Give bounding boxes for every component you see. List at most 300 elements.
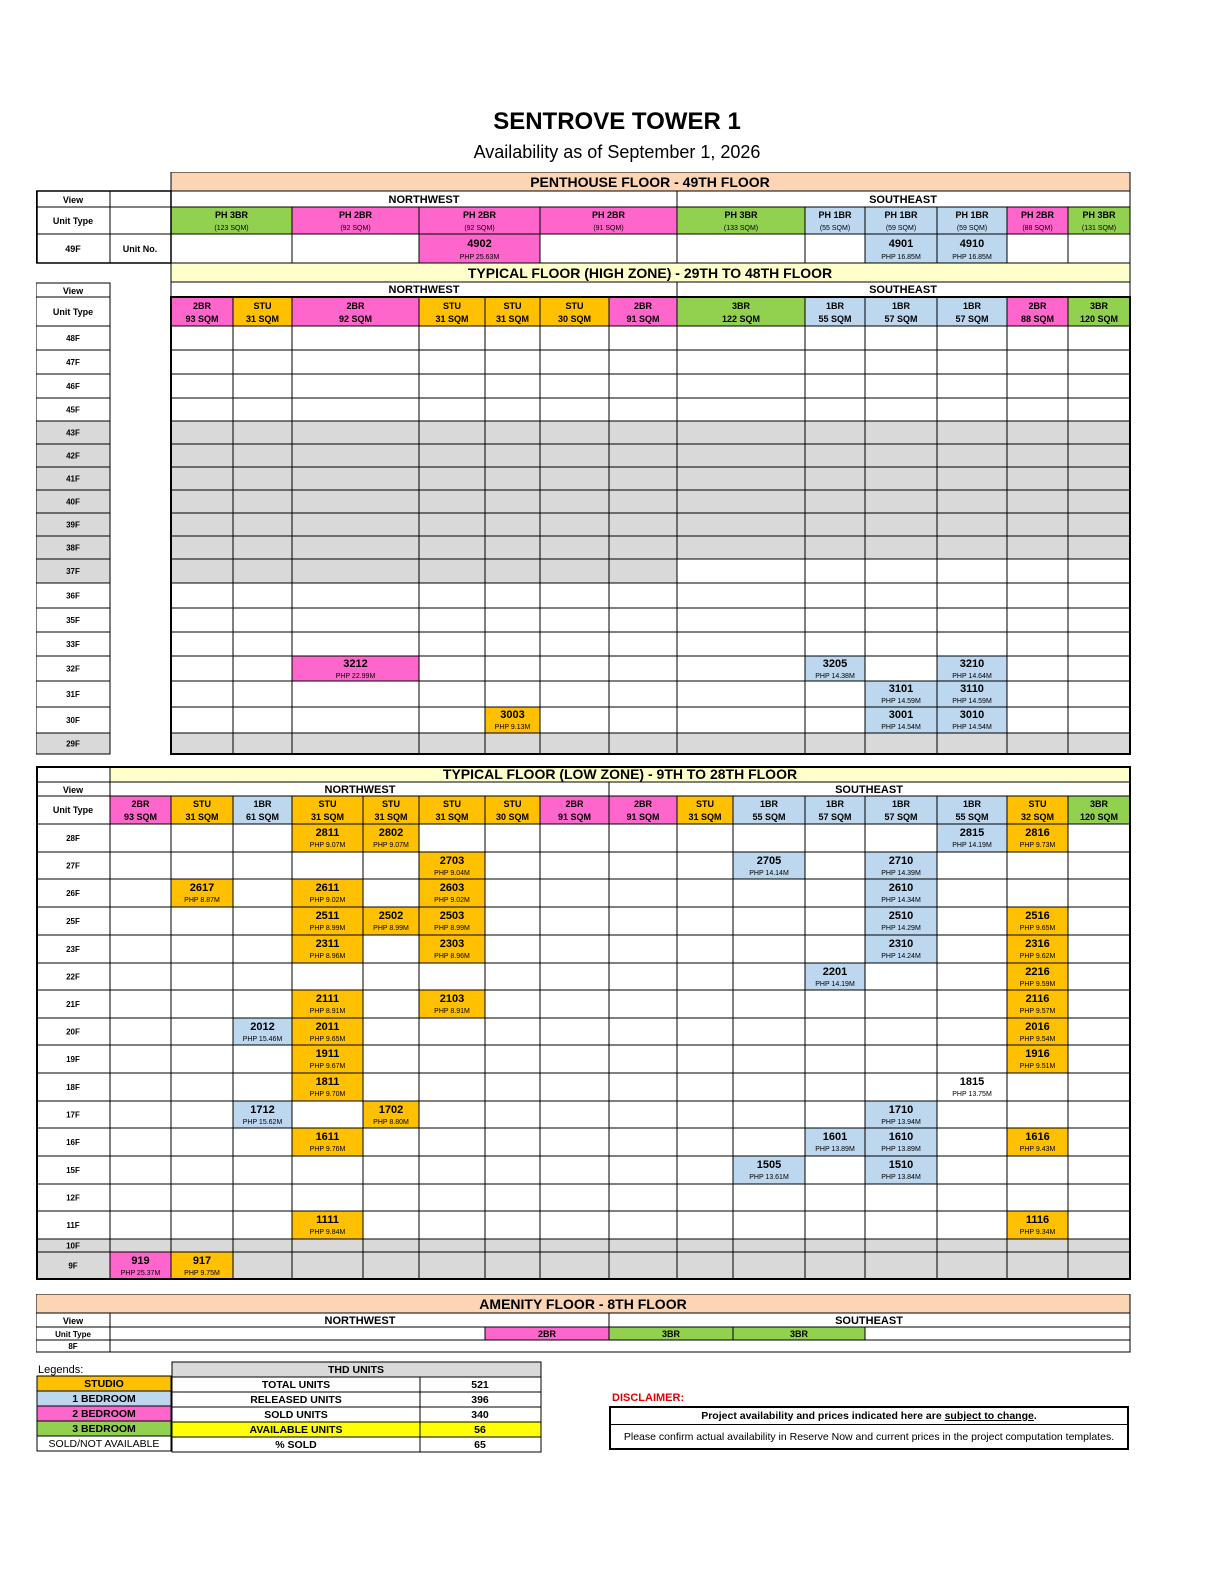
amenity-header-text: AMENITY FLOOR - 8TH FLOOR bbox=[479, 1296, 687, 1312]
unit-type-name: STU bbox=[565, 301, 584, 311]
unit-cell bbox=[233, 467, 292, 490]
unit-cell bbox=[485, 490, 540, 513]
unit-cell bbox=[485, 990, 540, 1018]
unit-cell bbox=[171, 852, 233, 879]
unit-cell bbox=[609, 632, 677, 656]
unit-cell bbox=[171, 608, 233, 632]
unit-number: 917 bbox=[192, 1255, 212, 1267]
unit-cell bbox=[937, 559, 1007, 583]
unit-cell bbox=[171, 656, 233, 681]
unit-cell bbox=[865, 1073, 937, 1101]
unit-type-name: STU bbox=[253, 301, 272, 311]
unit-cell bbox=[419, 421, 485, 444]
floor-label: 35F bbox=[66, 616, 80, 625]
unit-type-size: 92 SQM bbox=[338, 314, 373, 324]
unit-number: 2111 bbox=[315, 993, 340, 1005]
unit-cell bbox=[937, 1184, 1007, 1211]
unit-cell bbox=[609, 656, 677, 681]
unit-cell bbox=[540, 1156, 609, 1184]
unit-type-size: 122 SQM bbox=[721, 314, 761, 324]
unit-number: 2311 bbox=[315, 938, 340, 950]
unit-cell bbox=[233, 1184, 292, 1211]
floor-label: 28F bbox=[66, 834, 80, 843]
unit-type-name: 2BR bbox=[192, 301, 212, 311]
unit-cell bbox=[1068, 632, 1130, 656]
unit-cell bbox=[937, 907, 1007, 935]
unit-cell bbox=[1068, 513, 1130, 536]
unit-cell bbox=[937, 852, 1007, 879]
unit-cell bbox=[233, 398, 292, 421]
unit-cell bbox=[865, 733, 937, 754]
penthouse-table bbox=[36, 172, 1132, 264]
unit-cell bbox=[609, 1184, 677, 1211]
unit-cell bbox=[233, 935, 292, 963]
unit-number: 2705 bbox=[756, 855, 782, 867]
stats-label: % SOLD bbox=[275, 1439, 317, 1451]
southeast-label: SOUTHEAST bbox=[835, 1315, 903, 1327]
unit-cell bbox=[292, 608, 419, 632]
stats-value: 521 bbox=[471, 1379, 489, 1391]
stats-header-text: THD UNITS bbox=[328, 1364, 384, 1376]
unit-price: PHP 9.57M bbox=[1019, 1008, 1056, 1015]
unit-number: 1712 bbox=[250, 1104, 275, 1116]
unit-cell bbox=[419, 1101, 485, 1128]
floor-label: 33F bbox=[66, 640, 80, 649]
unit-cell bbox=[419, 1184, 485, 1211]
unit-number: 1911 bbox=[315, 1048, 340, 1060]
unit-cell bbox=[677, 536, 805, 559]
floor-label: 15F bbox=[66, 1166, 80, 1175]
unit-cell bbox=[609, 1018, 677, 1045]
stats-label: RELEASED UNITS bbox=[250, 1394, 342, 1406]
unit-cell bbox=[292, 1184, 363, 1211]
unit-number: 919 bbox=[131, 1255, 150, 1267]
unit-type-name: STU bbox=[503, 301, 522, 311]
unit-cell bbox=[540, 1252, 609, 1279]
unit-cell bbox=[805, 398, 865, 421]
unit-cell bbox=[677, 398, 805, 421]
floor-label: 23F bbox=[66, 945, 80, 954]
unit-cell bbox=[733, 1073, 805, 1101]
floor-label: 30F bbox=[66, 716, 80, 725]
view-label: View bbox=[62, 785, 84, 795]
unit-number: 2811 bbox=[315, 827, 340, 839]
unit-cell bbox=[485, 963, 540, 990]
unit-cell bbox=[937, 444, 1007, 467]
unit-type-label: Unit Type bbox=[52, 307, 94, 317]
unit-cell bbox=[937, 374, 1007, 398]
unit-cell bbox=[865, 467, 937, 490]
unit-cell bbox=[540, 583, 609, 608]
unit-type-size: 93 SQM bbox=[123, 812, 158, 822]
unit-cell bbox=[171, 990, 233, 1018]
unit-cell bbox=[1068, 963, 1130, 990]
unit-cell bbox=[292, 707, 419, 733]
unit-cell bbox=[733, 935, 805, 963]
unit-cell bbox=[677, 1128, 733, 1156]
disclaimer-box bbox=[609, 1406, 1129, 1450]
unit-cell bbox=[540, 1211, 609, 1239]
unit-type-size: 55 SQM bbox=[818, 314, 852, 324]
floor-label: 40F bbox=[66, 497, 80, 507]
unit-cell bbox=[485, 1128, 540, 1156]
unit-cell bbox=[1007, 1252, 1068, 1279]
unit-cell bbox=[540, 559, 609, 583]
unit-type-name: 3BR bbox=[731, 301, 751, 311]
disclaimer-line-2: Please confirm actual availability in Reserve Now and current prices in the project computation templates. bbox=[623, 1431, 1115, 1443]
unit-cell bbox=[805, 583, 865, 608]
unit-cell bbox=[937, 583, 1007, 608]
unit-number: 3210 bbox=[959, 658, 985, 670]
unit-cell bbox=[733, 824, 805, 852]
unit-cell bbox=[233, 632, 292, 656]
unit-type-name: 2BR bbox=[131, 799, 150, 809]
unit-cell bbox=[677, 681, 805, 707]
unit-cell bbox=[609, 583, 677, 608]
penthouse-header-text: PENTHOUSE FLOOR - 49TH FLOOR bbox=[530, 174, 770, 190]
unit-number: 3001 bbox=[888, 709, 914, 721]
unit-cell bbox=[485, 907, 540, 935]
floor-label: 45F bbox=[66, 405, 80, 415]
unit-cell bbox=[805, 907, 865, 935]
unit-cell bbox=[233, 963, 292, 990]
unit-cell bbox=[1007, 608, 1068, 632]
unit-cell bbox=[1007, 1101, 1068, 1128]
unit-cell bbox=[485, 1018, 540, 1045]
unit-cell bbox=[110, 1184, 171, 1211]
floor-label: 43F bbox=[66, 428, 80, 438]
unit-cell bbox=[1068, 234, 1130, 263]
unit-price: PHP 9.51M bbox=[1019, 1063, 1056, 1070]
amenity-table bbox=[36, 1294, 1132, 1354]
unit-cell bbox=[233, 907, 292, 935]
unit-type-name: PH 2BR bbox=[591, 210, 626, 220]
unit-cell bbox=[865, 824, 937, 852]
unit-type-size: 93 SQM bbox=[185, 314, 219, 324]
unit-cell bbox=[937, 608, 1007, 632]
unit-cell bbox=[110, 1156, 171, 1184]
unit-price: PHP 9.65M bbox=[309, 1036, 346, 1043]
unit-cell bbox=[805, 608, 865, 632]
unit-cell bbox=[937, 467, 1007, 490]
unit-price: PHP 16.85M bbox=[952, 254, 992, 261]
unit-cell bbox=[110, 1211, 171, 1239]
unit-type-name: PH 2BR bbox=[462, 210, 497, 220]
unit-number: 1916 bbox=[1025, 1048, 1050, 1060]
unit-price: PHP 9.67M bbox=[309, 1063, 346, 1070]
unit-cell bbox=[419, 656, 485, 681]
unit-cell bbox=[419, 1045, 485, 1073]
unit-number: 2802 bbox=[378, 827, 404, 839]
unit-price: PHP 14.39M bbox=[881, 870, 921, 877]
unit-cell bbox=[865, 513, 937, 536]
unit-cell bbox=[1007, 852, 1068, 879]
unit-cell bbox=[733, 1239, 805, 1252]
unit-type-name: 2BR bbox=[1028, 301, 1047, 311]
unit-cell bbox=[485, 559, 540, 583]
stats-value: 340 bbox=[471, 1409, 489, 1421]
unit-cell bbox=[363, 1184, 419, 1211]
unit-price: PHP 22.99M bbox=[335, 673, 376, 680]
unit-price: PHP 13.94M bbox=[881, 1119, 921, 1126]
unit-cell bbox=[609, 513, 677, 536]
unit-cell bbox=[171, 559, 233, 583]
unit-cell bbox=[540, 350, 609, 374]
unit-type-size: 31 SQM bbox=[245, 314, 280, 324]
unit-price: PHP 14.64M bbox=[952, 673, 992, 680]
unit-cell bbox=[363, 1018, 419, 1045]
unit-price: PHP 8.91M bbox=[434, 1008, 470, 1015]
unit-cell bbox=[540, 536, 609, 559]
unit-cell bbox=[677, 935, 733, 963]
unit-cell bbox=[171, 632, 233, 656]
unit-cell bbox=[677, 1045, 733, 1073]
unit-type-name: STU bbox=[193, 799, 211, 809]
unit-cell bbox=[233, 326, 292, 350]
unit-price: PHP 8.99M bbox=[309, 925, 346, 932]
unit-price: PHP 9.59M bbox=[1019, 981, 1056, 988]
unit-cell bbox=[937, 1045, 1007, 1073]
unit-cell bbox=[171, 421, 233, 444]
unit-cell bbox=[733, 1128, 805, 1156]
unit-cell bbox=[540, 234, 677, 263]
unit-cell bbox=[363, 990, 419, 1018]
unit-cell bbox=[540, 1184, 609, 1211]
unit-cell bbox=[1068, 656, 1130, 681]
legend-item-label: 2 BEDROOM bbox=[72, 1408, 136, 1420]
unit-cell bbox=[677, 824, 733, 852]
unit-cell bbox=[733, 1211, 805, 1239]
legend-item-label: 3 BEDROOM bbox=[72, 1423, 136, 1435]
unit-type-name: 2BR bbox=[537, 1329, 557, 1339]
floor-label: 10F bbox=[66, 1241, 80, 1251]
unit-cell bbox=[292, 326, 419, 350]
unit-type-name: 1BR bbox=[891, 301, 911, 311]
unit-cell bbox=[419, 1156, 485, 1184]
floor-label: 12F bbox=[66, 1193, 80, 1203]
unit-cell bbox=[1068, 1018, 1130, 1045]
unit-number: 2503 bbox=[439, 910, 465, 922]
unit-cell bbox=[233, 1156, 292, 1184]
unit-cell bbox=[110, 907, 171, 935]
unit-cell bbox=[1068, 490, 1130, 513]
unit-cell bbox=[733, 1252, 805, 1279]
unit-price: PHP 15.62M bbox=[242, 1119, 283, 1126]
unit-cell bbox=[110, 963, 171, 990]
unit-cell bbox=[419, 490, 485, 513]
unit-cell bbox=[233, 990, 292, 1018]
unit-cell bbox=[540, 374, 609, 398]
unit-cell bbox=[485, 398, 540, 421]
unit-cell bbox=[865, 536, 937, 559]
unit-cell bbox=[609, 1211, 677, 1239]
unit-type-size: (55 SQM) bbox=[819, 225, 851, 232]
unit-cell bbox=[419, 707, 485, 733]
unit-cell bbox=[1007, 536, 1068, 559]
unit-price: PHP 16.85M bbox=[881, 254, 921, 261]
unit-cell bbox=[171, 1073, 233, 1101]
unit-cell bbox=[805, 421, 865, 444]
unit-cell bbox=[805, 824, 865, 852]
unit-cell bbox=[1068, 350, 1130, 374]
legend-item-label: STUDIO bbox=[84, 1378, 124, 1390]
unit-type-size: (91 SQM) bbox=[593, 225, 624, 232]
unit-cell bbox=[677, 608, 805, 632]
unit-type-size: (92 SQM) bbox=[340, 225, 371, 232]
unit-cell bbox=[1007, 374, 1068, 398]
unit-cell bbox=[609, 467, 677, 490]
unit-cell bbox=[865, 656, 937, 681]
unit-number: 2816 bbox=[1025, 827, 1050, 839]
unit-cell bbox=[233, 559, 292, 583]
disclaimer-line-1 bbox=[611, 1408, 1127, 1425]
unit-cell bbox=[937, 1252, 1007, 1279]
unit-number: 2016 bbox=[1025, 1021, 1050, 1033]
unit-cell bbox=[677, 632, 805, 656]
unit-cell bbox=[292, 398, 419, 421]
unit-cell bbox=[540, 733, 609, 754]
unit-cell bbox=[609, 536, 677, 559]
unit-price: PHP 9.13M bbox=[494, 724, 531, 731]
unit-cell bbox=[171, 374, 233, 398]
unit-cell bbox=[609, 1073, 677, 1101]
unit-cell bbox=[485, 879, 540, 907]
disclaimer-text-post: . bbox=[1033, 1410, 1037, 1422]
unit-cell bbox=[171, 907, 233, 935]
unit-cell bbox=[233, 733, 292, 754]
unit-price: PHP 14.24M bbox=[881, 953, 921, 960]
unit-cell bbox=[677, 907, 733, 935]
unit-cell bbox=[233, 852, 292, 879]
unit-price: PHP 15.46M bbox=[242, 1036, 283, 1043]
unit-number: 1815 bbox=[959, 1076, 985, 1088]
unit-cell bbox=[110, 1239, 171, 1252]
unit-cell bbox=[540, 935, 609, 963]
unit-cell bbox=[1007, 398, 1068, 421]
unit-cell bbox=[805, 1239, 865, 1252]
unit-cell bbox=[805, 350, 865, 374]
unit-cell bbox=[363, 1073, 419, 1101]
unit-cell bbox=[485, 1101, 540, 1128]
unit-type-size: 57 SQM bbox=[955, 314, 989, 324]
unit-cell bbox=[677, 963, 733, 990]
unit-price: PHP 9.65M bbox=[1019, 925, 1056, 932]
unit-type-name: 1BR bbox=[962, 301, 982, 311]
disclaimer-text-pre: Project availability and prices indicated here are bbox=[701, 1410, 945, 1422]
unit-cell bbox=[1007, 879, 1068, 907]
unit-cell bbox=[419, 824, 485, 852]
unit-number: 4901 bbox=[888, 238, 914, 250]
unit-cell bbox=[609, 707, 677, 733]
floor-label: 47F bbox=[66, 358, 80, 367]
blank-cell bbox=[110, 191, 171, 207]
unit-cell bbox=[1068, 444, 1130, 467]
unit-cell bbox=[171, 490, 233, 513]
unit-type-name: PH 2BR bbox=[1020, 210, 1055, 220]
unit-price: PHP 14.19M bbox=[952, 842, 992, 849]
floor-label: 19F bbox=[66, 1055, 80, 1064]
stats-label: AVAILABLE UNITS bbox=[249, 1424, 343, 1436]
unit-number: 3212 bbox=[343, 658, 368, 670]
unit-number: 1610 bbox=[888, 1131, 914, 1143]
floor-label: 41F bbox=[66, 474, 80, 484]
unit-cell bbox=[677, 1184, 733, 1211]
unit-cell bbox=[1068, 681, 1130, 707]
unit-number: 2617 bbox=[189, 882, 215, 894]
unit-cell bbox=[419, 1018, 485, 1045]
unit-price: PHP 8.91M bbox=[309, 1008, 346, 1015]
unit-cell bbox=[419, 536, 485, 559]
floor-label: 48F bbox=[66, 334, 80, 343]
unit-type-name: 3BR bbox=[1089, 301, 1109, 311]
unit-type-size: 30 SQM bbox=[495, 812, 530, 822]
unit-cell bbox=[677, 374, 805, 398]
unit-cell bbox=[233, 1252, 292, 1279]
unit-type-name: 3BR bbox=[1089, 799, 1109, 809]
unit-cell bbox=[937, 398, 1007, 421]
stats-table bbox=[171, 1360, 543, 1453]
unit-cell bbox=[292, 1101, 363, 1128]
unit-cell bbox=[1068, 935, 1130, 963]
unit-cell bbox=[540, 1045, 609, 1073]
floor-label: 49F bbox=[65, 244, 81, 254]
unit-cell bbox=[609, 1252, 677, 1279]
high-zone-header-text: TYPICAL FLOOR (HIGH ZONE) - 29TH TO 48TH FLOOR bbox=[467, 265, 833, 281]
unit-cell bbox=[419, 608, 485, 632]
unit-type-label: Unit Type bbox=[52, 216, 94, 226]
unit-cell bbox=[110, 990, 171, 1018]
unit-cell bbox=[419, 326, 485, 350]
unit-cell bbox=[865, 326, 937, 350]
unit-type-size: 55 SQM bbox=[752, 812, 786, 822]
unit-cell bbox=[233, 444, 292, 467]
unit-cell bbox=[805, 733, 865, 754]
unit-cell bbox=[937, 632, 1007, 656]
unit-number: 3101 bbox=[888, 683, 914, 695]
unit-cell bbox=[363, 1211, 419, 1239]
unit-cell bbox=[171, 398, 233, 421]
unit-type-name: 2BR bbox=[346, 301, 365, 311]
unit-cell bbox=[292, 632, 419, 656]
floor-label: 16F bbox=[66, 1138, 80, 1147]
unit-price: PHP 9.02M bbox=[309, 897, 346, 904]
unit-cell bbox=[937, 1211, 1007, 1239]
unit-cell bbox=[677, 583, 805, 608]
unit-cell bbox=[363, 852, 419, 879]
unit-cell bbox=[609, 608, 677, 632]
unit-price: PHP 14.19M bbox=[815, 981, 855, 988]
unit-type-size: 91 SQM bbox=[626, 812, 660, 822]
unit-cell bbox=[485, 1239, 540, 1252]
unit-cell bbox=[1068, 1101, 1130, 1128]
unit-cell bbox=[110, 1101, 171, 1128]
unit-cell bbox=[677, 421, 805, 444]
unit-price: PHP 9.84M bbox=[309, 1229, 346, 1236]
unit-cell bbox=[865, 374, 937, 398]
unit-type-label: Unit Type bbox=[55, 1330, 91, 1339]
unit-number: 2201 bbox=[822, 966, 848, 978]
unit-cell bbox=[677, 990, 733, 1018]
unit-cell bbox=[292, 559, 419, 583]
disclaimer-text-underline: subject to change bbox=[944, 1410, 1034, 1422]
view-label: View bbox=[62, 195, 84, 205]
unit-cell bbox=[937, 963, 1007, 990]
unit-cell bbox=[1068, 879, 1130, 907]
unit-type-name: STU bbox=[503, 799, 522, 809]
unit-number: 2710 bbox=[888, 855, 914, 867]
unit-cell bbox=[1068, 1156, 1130, 1184]
unit-cell bbox=[865, 1211, 937, 1239]
